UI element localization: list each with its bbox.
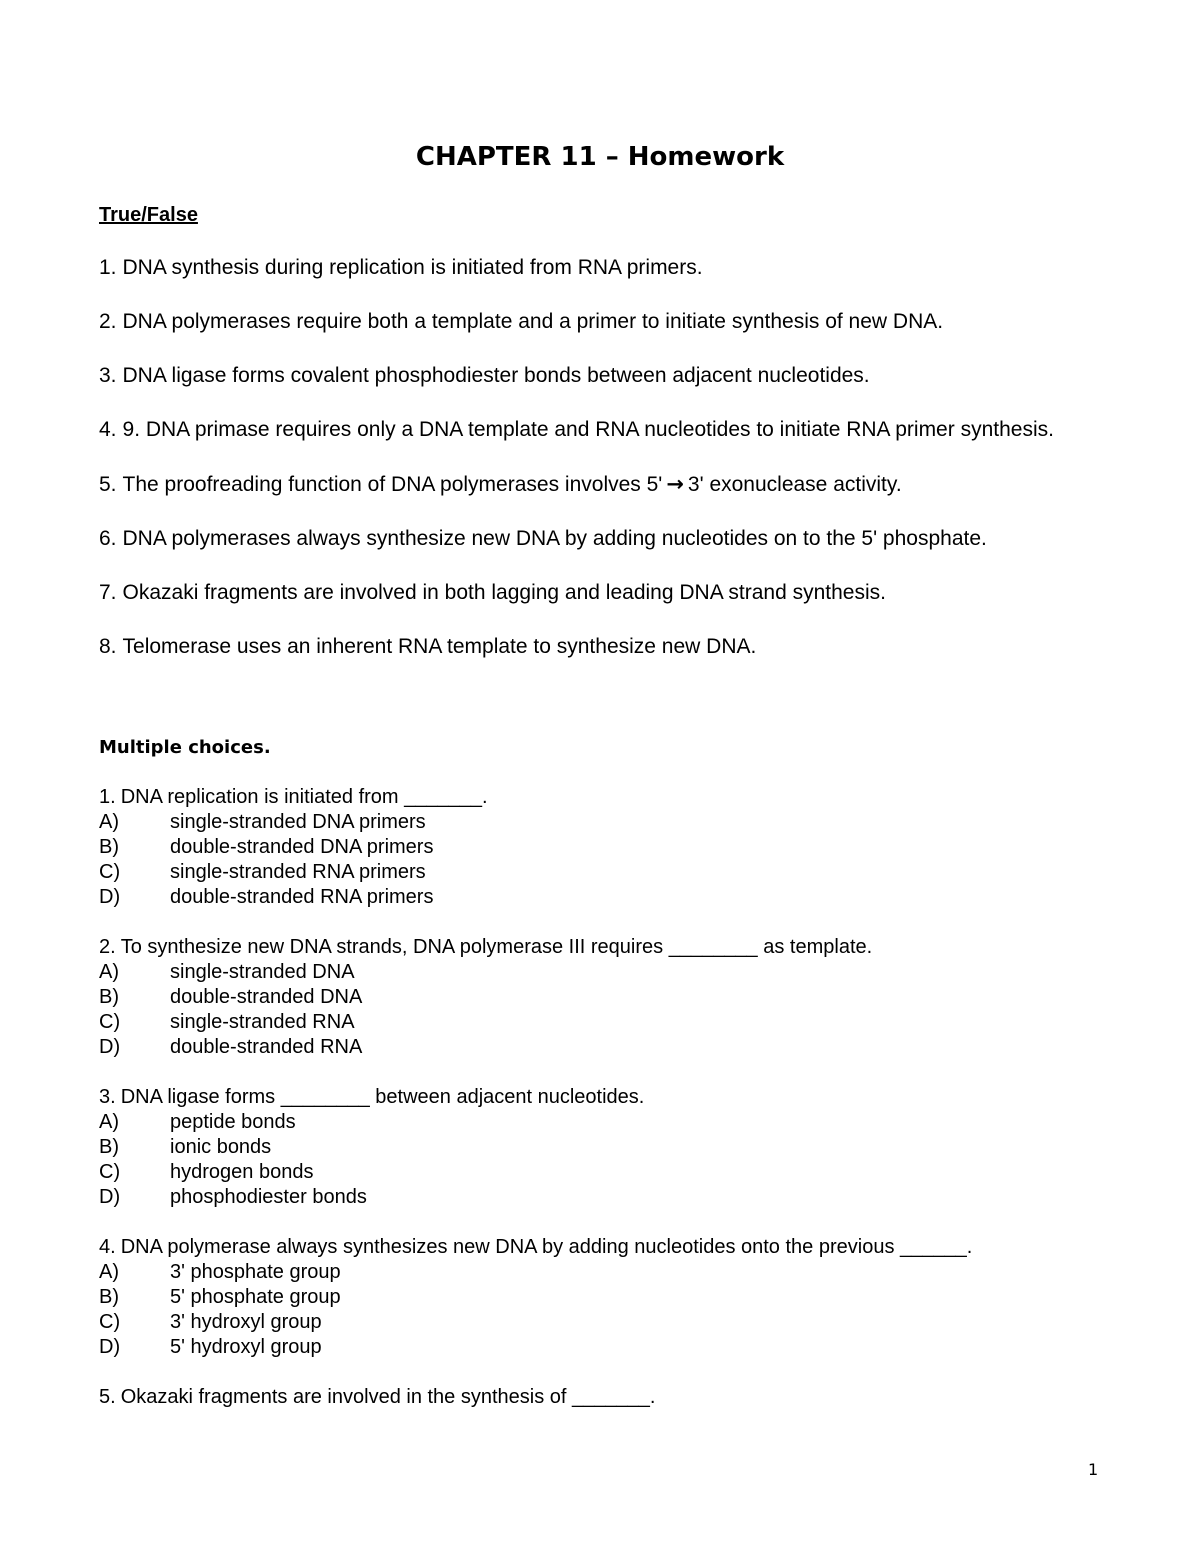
mc-question-text: To synthesize new DNA strands, DNA polymerase III requires ________ as template. [120, 936, 873, 958]
mc-option-letter: B) [99, 1136, 119, 1158]
mc-question-number: 3. [99, 1086, 116, 1108]
tf-question-number: 3. [99, 364, 117, 387]
mc-question [99, 1385, 1109, 1410]
tf-question-number: 1. [99, 256, 117, 279]
mc-question [99, 785, 1109, 910]
mc-option-text: 3' phosphate group [170, 1261, 341, 1283]
mc-option-letter: B) [99, 1286, 119, 1308]
mc-option [99, 1135, 1109, 1160]
mc-option-text: double-stranded RNA [170, 1036, 363, 1058]
mc-option-text: double-stranded DNA primers [170, 836, 434, 858]
tf-question-number: 8. [99, 635, 117, 658]
tf-question [99, 254, 1109, 282]
mc-option-letter: D) [99, 1186, 121, 1208]
multiple-choice-list [99, 785, 1109, 1435]
tf-question-text: DNA polymerases require both a template and a primer to initiate synthesis of new DNA. [122, 310, 944, 333]
tf-question [99, 362, 1109, 390]
mc-option-text: phosphodiester bonds [170, 1186, 367, 1208]
mc-option [99, 1110, 1109, 1135]
mc-question-text: DNA ligase forms ________ between adjacent nucleotides. [120, 1086, 645, 1108]
tf-question-number: 7. [99, 581, 117, 604]
mc-option-list [99, 810, 1109, 910]
mc-option-text: single-stranded RNA primers [170, 861, 426, 883]
tf-question-number: 4. [99, 418, 117, 441]
tf-question [99, 416, 1109, 444]
tf-question-text: 9. DNA primase requires only a DNA template and RNA nucleotides to initiate RNA primer synthesis. [122, 418, 1054, 441]
tf-question-number: 5. [99, 473, 117, 496]
page-title: CHAPTER 11 – Homework [415, 142, 785, 172]
mc-question-stem [99, 1235, 1109, 1260]
mc-option-letter: B) [99, 986, 119, 1008]
mc-question-stem [99, 1085, 1109, 1110]
mc-option-text: single-stranded DNA primers [170, 811, 426, 833]
mc-question-text: DNA replication is initiated from _______. [120, 786, 488, 808]
mc-option [99, 1160, 1109, 1185]
mc-option [99, 1185, 1109, 1210]
mc-option-text: 5' phosphate group [170, 1286, 341, 1308]
mc-option-text: double-stranded DNA [170, 986, 363, 1008]
tf-question [99, 525, 1109, 553]
mc-option-list [99, 1260, 1109, 1360]
mc-question-number: 4. [99, 1236, 116, 1258]
mc-option-letter: C) [99, 1161, 121, 1183]
mc-option [99, 1285, 1109, 1310]
mc-option-letter: A) [99, 1111, 119, 1133]
mc-option-text: hydrogen bonds [170, 1161, 314, 1183]
mc-option-letter: C) [99, 1311, 121, 1333]
mc-option-letter: B) [99, 836, 119, 858]
multiple-choice-heading: Multiple choices. [99, 737, 271, 758]
mc-option [99, 960, 1109, 985]
mc-question [99, 1085, 1109, 1210]
right-arrow-icon: → [666, 472, 684, 496]
mc-option-text: single-stranded DNA [170, 961, 355, 983]
tf-question-text: Okazaki fragments are involved in both lagging and leading DNA strand synthesis. [122, 581, 886, 604]
mc-option-text: 3' hydroxyl group [170, 1311, 322, 1333]
tf-question [99, 470, 1109, 499]
tf-question [99, 633, 1109, 661]
mc-question-number: 1. [99, 786, 116, 808]
mc-option [99, 1335, 1109, 1360]
mc-question [99, 935, 1109, 1060]
mc-option [99, 835, 1109, 860]
true-false-list [99, 254, 1109, 687]
mc-option [99, 1035, 1109, 1060]
tf-question [99, 308, 1109, 336]
mc-question [99, 1235, 1109, 1360]
tf-question-text: Telomerase uses an inherent RNA template to synthesize new DNA. [122, 635, 757, 658]
mc-option-letter: C) [99, 1011, 121, 1033]
tf-question-text-after: 3' exonuclease activity. [687, 473, 902, 496]
page-number: 1 [1088, 1460, 1099, 1479]
mc-question-text: Okazaki fragments are involved in the synthesis of _______. [120, 1386, 656, 1408]
tf-question-text: DNA polymerases always synthesize new DNA by adding nucleotides on to the 5' phosphate. [122, 527, 987, 550]
mc-question-text: DNA polymerase always synthesizes new DNA by adding nucleotides onto the previous ______. [120, 1236, 973, 1258]
mc-option [99, 885, 1109, 910]
tf-question-number: 2. [99, 310, 117, 333]
mc-option-letter: A) [99, 1261, 119, 1283]
mc-question-stem [99, 935, 1109, 960]
mc-option-letter: A) [99, 961, 119, 983]
mc-option [99, 810, 1109, 835]
mc-question-stem [99, 785, 1109, 810]
true-false-heading: True/False [99, 204, 198, 226]
mc-option [99, 860, 1109, 885]
mc-option-text: peptide bonds [170, 1111, 296, 1133]
mc-option-text: double-stranded RNA primers [170, 886, 434, 908]
mc-option-letter: D) [99, 1036, 121, 1058]
tf-question-text-before: The proofreading function of DNA polymerases involves 5' [122, 473, 663, 496]
tf-question-number: 6. [99, 527, 117, 550]
mc-option-letter: D) [99, 886, 121, 908]
mc-option-letter: C) [99, 861, 121, 883]
mc-option [99, 1010, 1109, 1035]
mc-option [99, 1310, 1109, 1335]
mc-option-letter: A) [99, 811, 119, 833]
mc-option-text: single-stranded RNA [170, 1011, 355, 1033]
mc-option [99, 1260, 1109, 1285]
mc-question-stem [99, 1385, 1109, 1410]
mc-question-number: 5. [99, 1386, 116, 1408]
mc-option [99, 985, 1109, 1010]
mc-option-list [99, 1110, 1109, 1210]
mc-option-list [99, 960, 1109, 1060]
mc-option-letter: D) [99, 1336, 121, 1358]
mc-option-text: 5' hydroxyl group [170, 1336, 322, 1358]
tf-question [99, 579, 1109, 607]
mc-option-text: ionic bonds [170, 1136, 272, 1158]
tf-question-text: DNA synthesis during replication is initiated from RNA primers. [122, 256, 703, 279]
mc-question-number: 2. [99, 936, 116, 958]
tf-question-text: DNA ligase forms covalent phosphodiester bonds between adjacent nucleotides. [122, 364, 870, 387]
